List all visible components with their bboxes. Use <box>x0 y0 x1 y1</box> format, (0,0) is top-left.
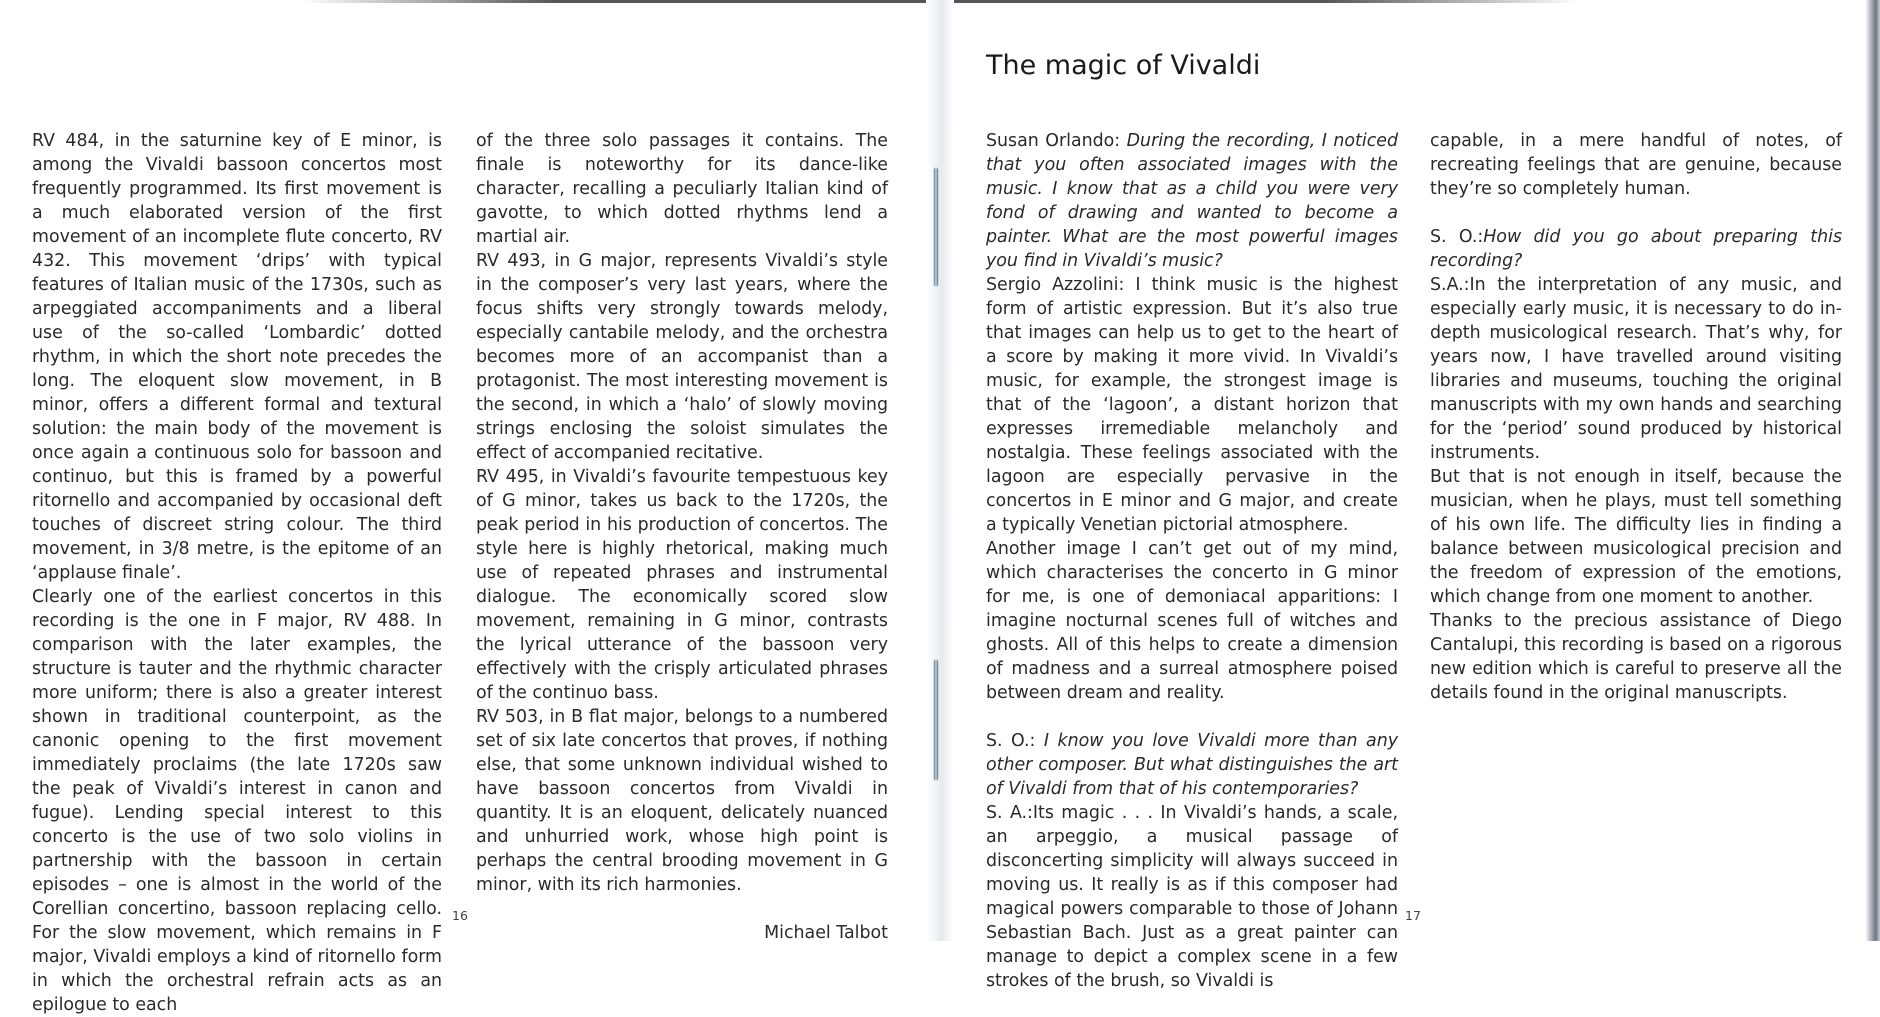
question-text: During the recording, I noticed that you often associated images with the music. I know that as a child you were very fond of drawing and wanted to become a painter. What are the most powerful images you find in Vivaldi’s music? <box>986 131 1398 271</box>
interview-question-2 <box>986 729 1398 801</box>
interview-question-1 <box>986 129 1398 273</box>
booklet-spine <box>926 0 954 941</box>
speaker-label: S. O.: <box>986 731 1036 751</box>
page-title: The magic of Vivaldi <box>986 50 1261 81</box>
interview-answer-3-cont: But that is not enough in itself, because the musician, when he plays, must tell something of his own life. The difficulty lies in finding a balance between musicological precision and the freedom of expression of the emotions, which change from one moment to another. <box>1430 467 1842 607</box>
answer-text: I think music is the highest form of artistic expression. But it’s also true that images can help us to get to the heart of a score by making it more vivid. In Vivaldi’s music, for example, the strongest image is that of the ‘lagoon’, a distant horizon that expresses irremediable melancholy and nostalgia. These feelings associated with the lagoon are especially pervasive in the concertos in E minor and G major, and create a typically Venetian pictorial atmosphere. <box>986 275 1398 535</box>
staple-top <box>934 168 938 286</box>
interview-answer-1-cont: Another image I can’t get out of my mind, which characterises the concerto in G minor for me, is one of demoniacal apparitions: I imagine nocturnal scenes full of witches and ghosts. All of this helps to create a dimension of madness and a surreal atmosphere poised between dream and reality. <box>986 539 1398 703</box>
speaker-label: S.A.: <box>1430 275 1470 295</box>
paragraph-rv495: RV 495, in Vivaldi’s favourite tempestuous key of G minor, takes us back to the 1720s, the peak period in his production of concertos. The style here is highly rhetorical, making much use of repeated phrases and instrumental dialogue. The economically scored slow movement, remaining in G minor, contrasts the lyrical utterance of the bassoon very effectively with the crisply articulated phrases of the continuo bass. <box>476 467 888 703</box>
paragraph-rv503: RV 503, in B flat major, belongs to a numbered set of six late concertos that proves, if nothing else, that some unknown individual wished to have bassoon concertos from Vivaldi in quantity. It is an eloquent, delicately nuanced and unhurried work, whose high point is perhaps the central brooding movement in G minor, with its rich harmonies. <box>476 707 888 895</box>
paragraph-rv488: Clearly one of the earliest concertos in this recording is the one in F major, RV 488. In comparison with the later examples, the structure is tauter and the rhythmic character more uniform; there is also a greater interest shown in traditional counterpoint, as the canonic opening to the first movement immediately proclaims (the late 1720s saw the peak of Vivaldi’s interest in canon and fugue). Lending special interest to this concerto is the use of two solo violins in partnership with the bassoon in certain episodes – one is almost in the world of the Corellian concertino, bassoon replacing cello. For the slow movement, which remains in F major, Vivaldi employs a kind of ritornello form in which the orchestral refrain acts as an epilogue to each <box>32 587 442 1015</box>
column-3 <box>986 129 1398 993</box>
question-text: How did you go about preparing this recording? <box>1430 227 1843 271</box>
answer-text: In the interpretation of any music, and especially early music, it is necessary to do in-depth musicological research. That’s why, for years now, I have travelled around visiting libraries and museums, touching the original manuscripts with my own hands and searching for the ‘period’ sound produced by historical instruments. <box>1430 275 1842 463</box>
interview-answer-3-end: Thanks to the precious assistance of Diego Cantalupi, this recording is based on a rigorous new edition which is careful to preserve all the details found in the original manuscripts. <box>1430 611 1842 703</box>
page-number-right: 17 <box>1405 908 1421 923</box>
page-number-left: 16 <box>452 908 468 923</box>
spacer <box>1430 201 1842 225</box>
page-edge-shadow <box>1866 0 1880 941</box>
staple-bottom <box>934 660 938 780</box>
interview-answer-2-cont: capable, in a mere handful of notes, of recreating feelings that are genuine, because they’re so completely human. <box>1430 131 1842 199</box>
author-signature: Michael Talbot <box>764 923 888 943</box>
spacer <box>986 705 1398 729</box>
speaker-label: Susan Orlando: <box>986 131 1121 151</box>
speaker-label: S. A.: <box>986 803 1033 823</box>
speaker-label: S. O.: <box>1430 227 1484 247</box>
column-4 <box>1430 129 1842 705</box>
interview-answer-2 <box>986 801 1398 993</box>
speaker-label: Sergio Azzolini: <box>986 275 1125 295</box>
interview-answer-3 <box>1430 273 1842 465</box>
column-2 <box>476 129 888 945</box>
paragraph-rv488-cont: of the three solo passages it contains. The finale is noteworthy for its dance-like character, recalling a peculiarly Italian kind of gavotte, to which dotted rhythms lend a martial air. <box>476 131 888 247</box>
question-text: I know you love Vivaldi more than any other composer. But what distinguishes the art of Vivaldi from that of his contemporaries? <box>986 731 1399 799</box>
interview-question-3 <box>1430 225 1842 273</box>
paragraph-rv484: RV 484, in the saturnine key of E minor, is among the Vivaldi bassoon concertos most frequently programmed. Its first movement is a much elaborated version of the first movement of an incomplete flute concerto, RV 432. This movement ‘drips’ with typical features of Italian music of the 1730s, such as arpeggiated accompaniments and a liberal use of the so-called ‘Lombardic’ dotted rhythm, in which the short note precedes the long. The eloquent slow movement, in B minor, offers a different formal and textural solution: the main body of the movement is once again a continuous solo for bassoon and continuo, but this is framed by a powerful ritornello and accompanied by occasional deft touches of discreet string colour. The third movement, in 3/8 metre, is the epitome of an ‘applause finale’. <box>32 131 442 583</box>
column-1 <box>32 129 442 1017</box>
interview-answer-1 <box>986 273 1398 537</box>
paragraph-rv493: RV 493, in G major, represents Vivaldi’s style in the composer’s very last years, where the focus shifts very strongly towards melody, especially cantabile melody, and the orchestra becomes more of an accompanist than a protagonist. The most interesting movement is the second, in which a ‘halo’ of slowly moving strings enclosing the soloist simulates the effect of accompanied recitative. <box>476 251 888 463</box>
answer-text: Its magic . . . In Vivaldi’s hands, a scale, an arpeggio, a musical passage of disconcerting simplicity will always succeed in moving us. It really is as if this composer had magical powers comparable to those of Johann Sebastian Bach. Just as a great painter can manage to depict a complex scene in a few strokes of the brush, so Vivaldi is <box>986 803 1398 991</box>
